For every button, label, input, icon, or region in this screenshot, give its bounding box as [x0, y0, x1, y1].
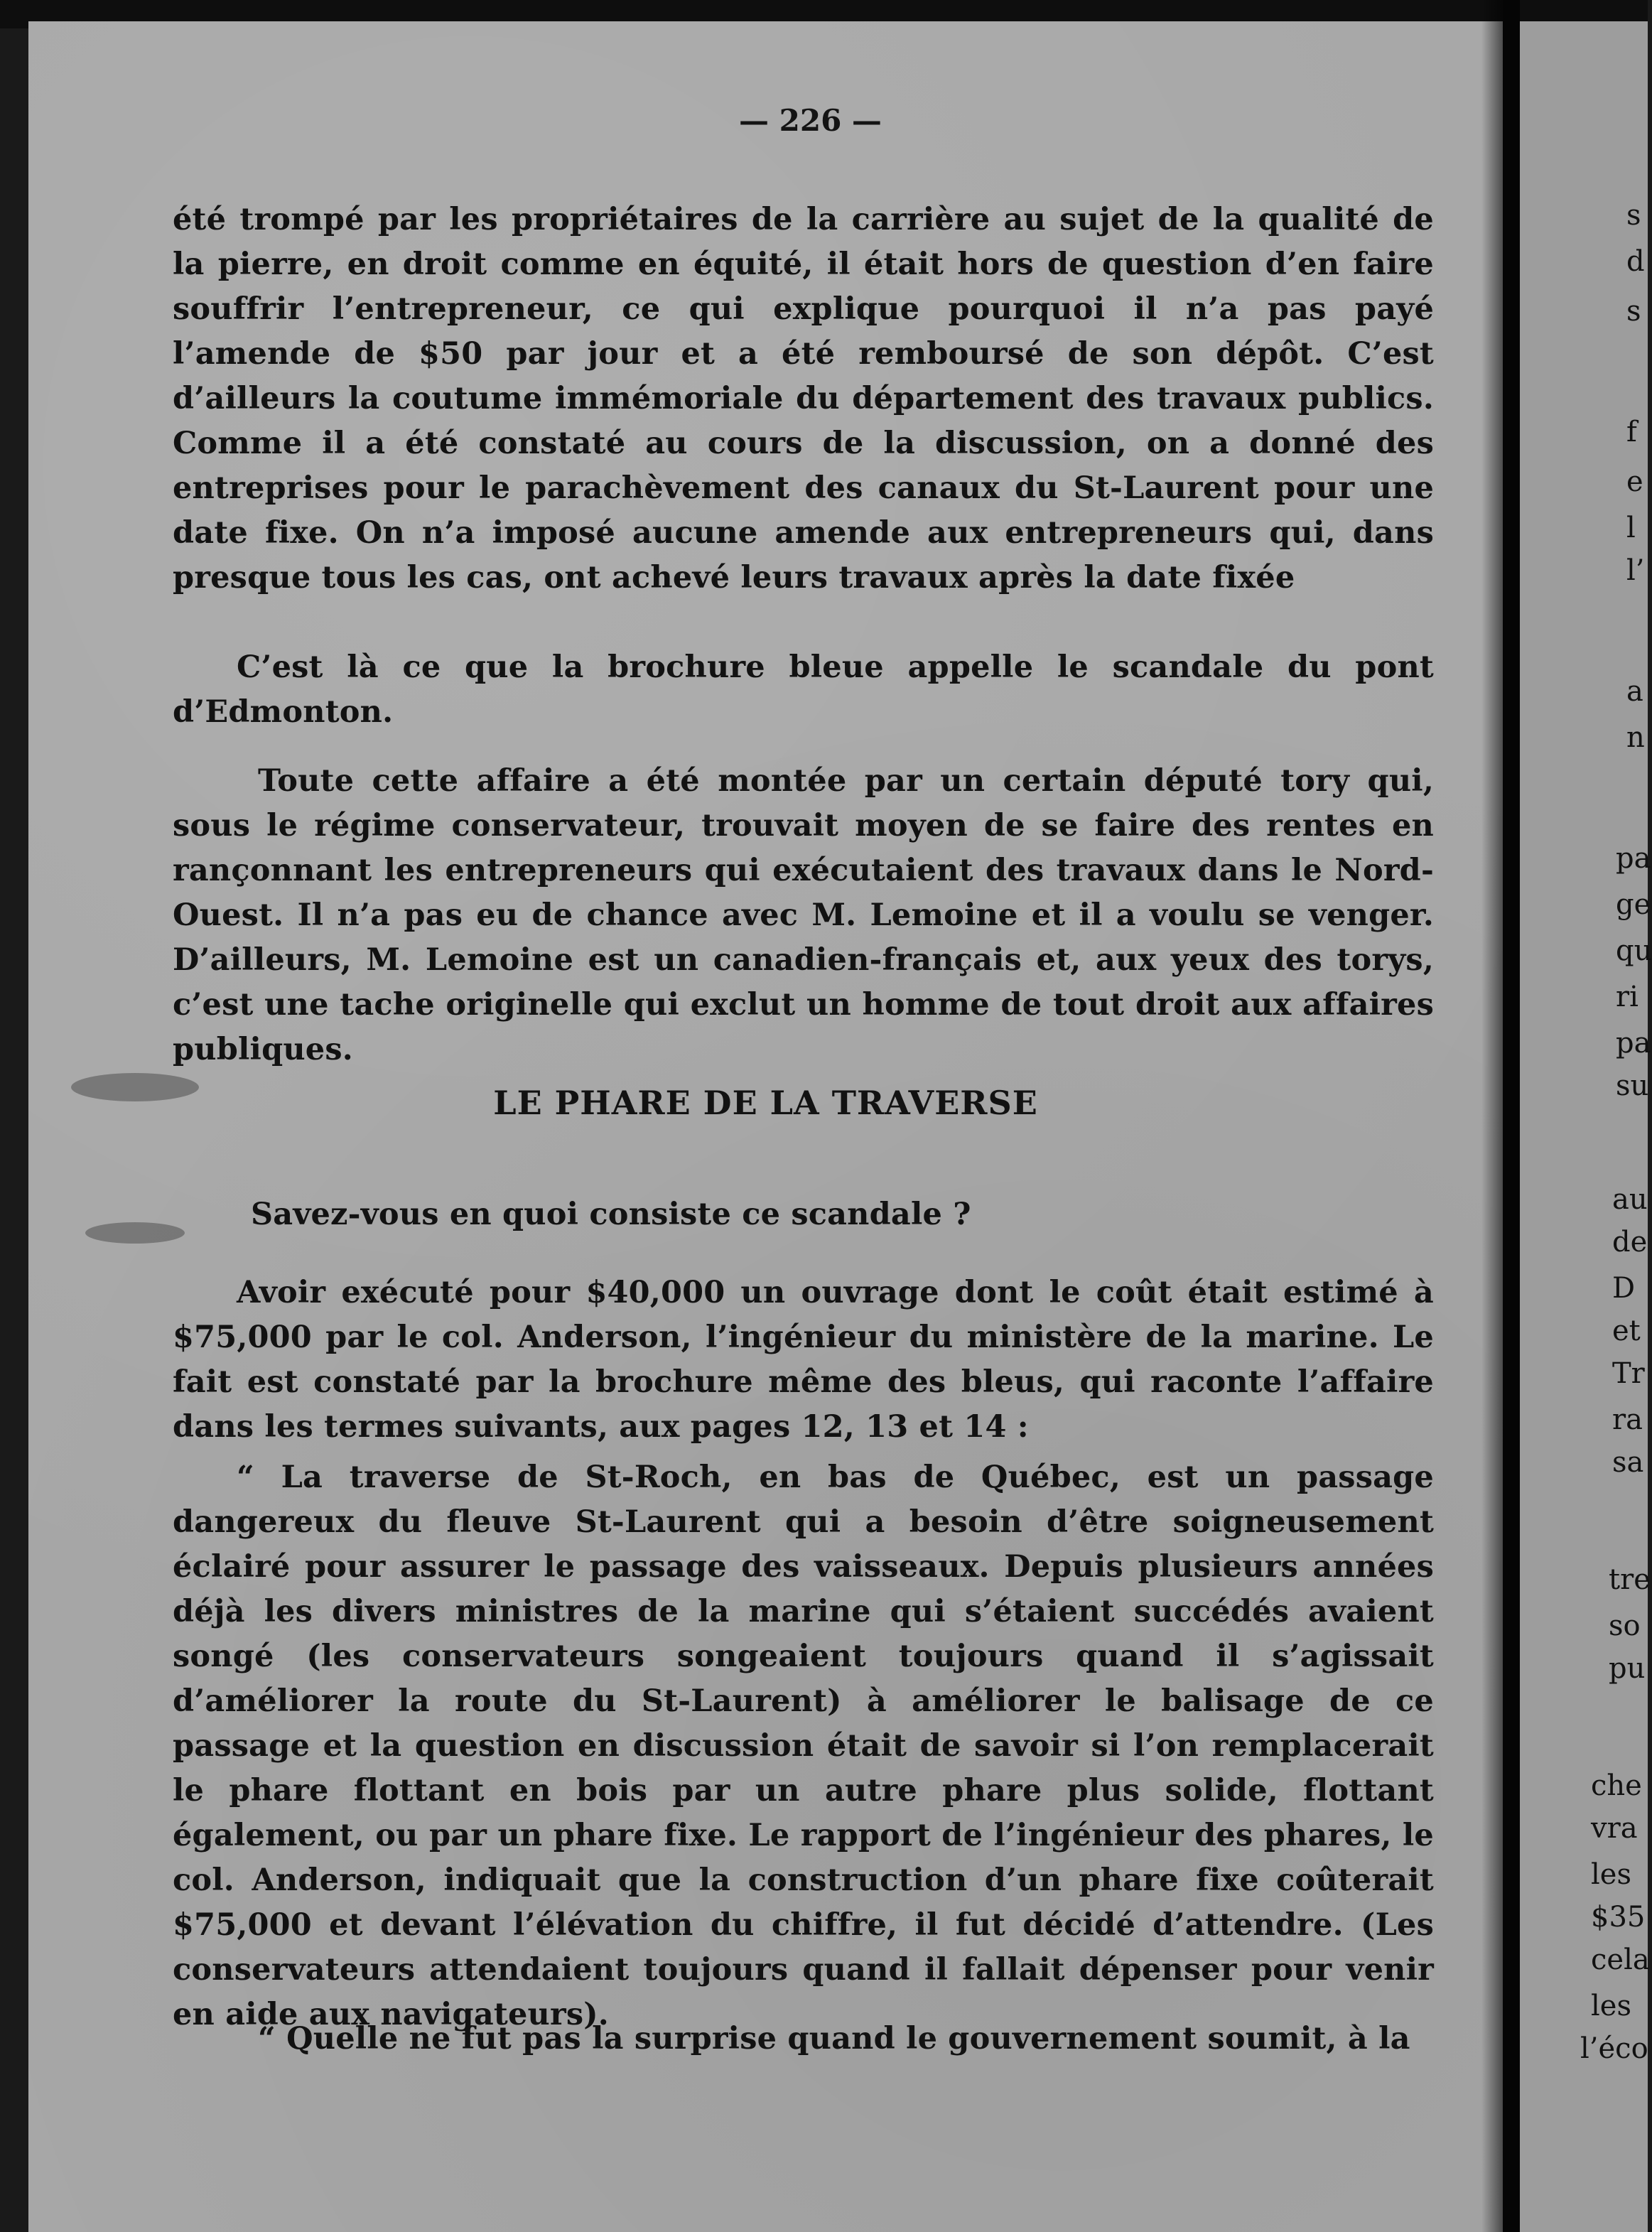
next-page-fragment: che: [1591, 1769, 1642, 1802]
next-page-fragment: s: [1626, 199, 1641, 232]
next-page-fragment: e: [1626, 465, 1643, 498]
next-page-fragment: pu: [1609, 1652, 1646, 1685]
binding-gutter: [1503, 0, 1520, 2232]
ink-smudge: [71, 1073, 199, 1101]
next-page-fragment: les: [1591, 1858, 1631, 1891]
next-page-fragment: $35: [1591, 1901, 1646, 1934]
next-page-fragment: l’éco: [1580, 2032, 1648, 2065]
next-page-fragment: ri: [1616, 981, 1638, 1013]
next-page-fragment: tre: [1609, 1563, 1651, 1596]
paragraph-cost: Avoir exécuté pour $40,000 un ouvrage dont le coût était estimé à $75,000 par le col. Anderson, l’ingénieur du ministère de la marine. Le fait est constaté par la brochure même des bleus, qui raconte l’affaire dans les termes suivants, aux pages 12, 13 et 14 :: [173, 1275, 1434, 1445]
next-page-fragment: pa: [1616, 842, 1651, 875]
next-page-fragment: au: [1612, 1183, 1648, 1216]
section-heading: LE PHARE DE LA TRAVERSE: [493, 1084, 1038, 1122]
next-page-fragment: sa: [1612, 1446, 1644, 1479]
next-page-fragment: qu: [1616, 934, 1652, 967]
next-page-fragment: d: [1626, 245, 1645, 278]
next-page-fragment: les: [1591, 1990, 1631, 2022]
next-page-fragment: et: [1612, 1315, 1641, 1347]
next-page-fragment: pa: [1616, 1027, 1651, 1060]
next-page-fragment: n: [1626, 721, 1645, 754]
paragraph-quotation: “ La traverse de St-Roch, en bas de Québec, est un passage dangereux du fleuve St-Laurent qui a besoin d’être soigneusement éclairé pour assurer le passage des vaisseaux. Depuis plusieurs années déjà les divers ministres de la marine qui s’étaient succédés avaient songé (les conservateurs songeaient toujours quand il s’agissait d’améliorer la route du St-Laurent) à améliorer le balisage de ce passage et la question en discussion était de savoir si l’on remplacerait le phare flottant en bois par un autre phare plus solide, flottant également, ou par un phare fixe. Le rapport de l’ingénieur des phares, le col. Anderson, indiquait que la construction d’un phare fixe coûterait $75,000 et devant l’élévation du chiffre, il fut décidé d’attendre. (Les conservateurs attendaient toujours quand il fallait dépenser pour venir en aide aux navigateurs).: [173, 1460, 1434, 2032]
paragraph-tory-deputy: Toute cette affaire a été montée par un certain député tory qui, sous le régime conservateur, trouvait moyen de se faire des rentes en rançonnant les entrepreneurs qui exécutaient des travaux dans le Nord-Ouest. Il n’a pas eu de chance avec M. Lemoine et il a voulu se venger. D’ailleurs, M. Lemoine est un canadien-français et, aux yeux des torys, c’est une tache originelle qui exclut un homme de tout droit aux affaires publiques.: [173, 763, 1434, 1067]
page-number: — 226 —: [739, 103, 882, 138]
paragraph-continuation: été trompé par les propriétaires de la carrière au sujet de la qualité de la pierre, en droit comme en équité, il était hors de question d’en faire souffrir l’entrepreneur, ce qui explique pourquoi il n’a pas payé l’amende de $50 par jour et a été remboursé de son dépôt. C’est d’ailleurs la coutume immémoriale du département des travaux publics. Comme il a été constaté au cours de la discussion, on a donné des entreprises pour le parachèvement des canaux du St-Laurent pour une date fixe. On n’a imposé aucune amende aux entrepreneurs qui, dans presque tous les cas, ont achevé leurs travaux après la date fixée: [173, 202, 1434, 595]
next-page-fragment: Tr: [1612, 1357, 1645, 1390]
next-page-fragment: ge: [1616, 888, 1651, 921]
next-page-fragment: vra: [1591, 1812, 1638, 1845]
binding-shadow: [1481, 0, 1503, 2232]
next-page-fragment: f: [1626, 416, 1637, 448]
ink-smudge: [85, 1222, 185, 1244]
next-page-fragment: s: [1626, 295, 1641, 328]
next-page-fragment: de: [1612, 1226, 1648, 1258]
next-page-fragment: a: [1626, 675, 1643, 708]
next-page-fragment: cela: [1591, 1943, 1650, 1976]
next-page-fragment: D: [1612, 1272, 1636, 1305]
adjacent-page-edge: [1520, 21, 1652, 2232]
paragraph-quotation-continued: “ Quelle ne fut pas la surprise quand le gouvernement soumit, à la: [258, 2021, 1410, 2056]
book-page: [28, 21, 1503, 2232]
next-page-fragment: su: [1616, 1069, 1649, 1102]
next-page-fragment: l: [1626, 512, 1636, 544]
paragraph-edmonton-bridge: C’est là ce que la brochure bleue appelle le scandale du pont d’Edmonton.: [173, 649, 1434, 730]
next-page-fragment: so: [1609, 1610, 1641, 1642]
paragraph-question: Savez-vous en quoi consiste ce scandale ?: [251, 1197, 971, 1232]
next-page-fragment: l’: [1626, 554, 1645, 587]
next-page-fragment: ra: [1612, 1403, 1643, 1436]
